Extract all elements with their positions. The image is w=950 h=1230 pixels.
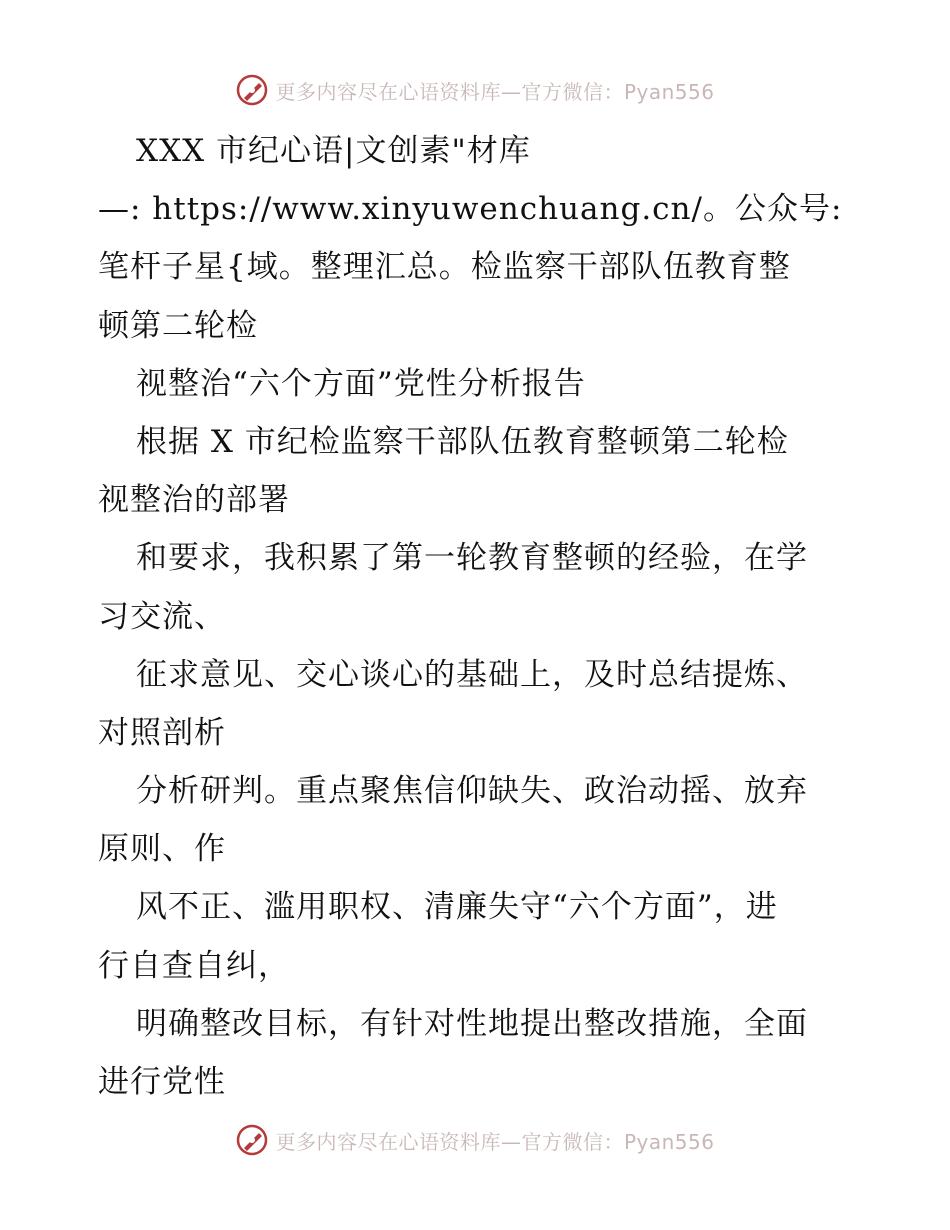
- text-line: 根据 X 市纪检监察干部队伍教育整顿第二轮检: [136, 423, 789, 460]
- text-line: 明确整改目标，有针对性地提出整改措施，全面: [136, 1005, 808, 1042]
- footer-watermark-banner: [0, 1120, 950, 1160]
- text-line: 行自查自纠，: [98, 947, 290, 984]
- text-line: 视整治的部署: [98, 482, 290, 519]
- pen-logo-icon: [235, 73, 269, 107]
- text-line: 习交流、: [98, 598, 226, 635]
- watermark-text: 更多内容尽在心语资料库—官方微信：Pyan556: [275, 1129, 715, 1154]
- text-line: 原则、作: [98, 831, 226, 868]
- text-line: 和要求，我积累了第一轮教育整顿的经验，在学: [136, 540, 808, 577]
- document-body: [98, 122, 858, 1111]
- text-line: 笔杆子星{域。整理汇总。检监察干部队伍教育整: [98, 249, 791, 286]
- text-line: XXX 市纪心语|文创素"材库: [136, 133, 531, 169]
- text-line: 进行党性: [98, 1064, 226, 1100]
- text-line: 顿第二轮检: [98, 307, 258, 344]
- document-title: 视整治“六个方面”党性分析报告: [136, 365, 586, 402]
- text-line: 风不正、滥用职权、清廉失守“六个方面”，进: [136, 889, 778, 926]
- header-watermark-banner: [0, 70, 950, 110]
- watermark-text: 更多内容尽在心语资料库—官方微信：Pyan556: [275, 79, 715, 104]
- text-line: —: https://www.xinyuwenchuang.cn/。公众号:: [98, 191, 843, 228]
- text-line: 分析研判。重点聚焦信仰缺失、政治动摇、放弃: [136, 773, 808, 810]
- text-line: 对照剖析: [98, 714, 226, 751]
- text-line: 征求意见、交心谈心的基础上，及时总结提炼、: [136, 656, 808, 693]
- pen-logo-icon: [235, 1123, 269, 1157]
